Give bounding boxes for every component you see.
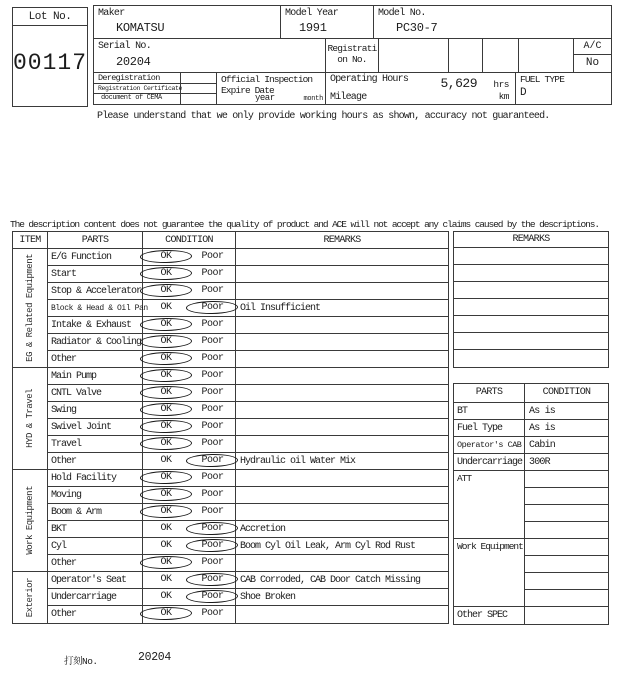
inspection-expire-label-line2: Expire Date bbox=[221, 85, 274, 96]
remark-text: Accretion bbox=[240, 523, 286, 535]
poor-option: Poor bbox=[201, 353, 224, 364]
part-name: Start bbox=[48, 266, 143, 282]
poor-option: Poor bbox=[201, 438, 224, 449]
spec-row bbox=[454, 420, 608, 437]
ok-option: OK bbox=[160, 353, 172, 364]
table-row bbox=[48, 521, 448, 538]
operating-hours-label: Operating Hours bbox=[330, 74, 409, 85]
spec-sub-cell bbox=[525, 573, 608, 590]
table-row bbox=[48, 385, 448, 402]
model-no-cell bbox=[374, 6, 611, 38]
table-row bbox=[48, 504, 448, 521]
poor-option: Poor bbox=[201, 455, 224, 466]
serial-no-cell bbox=[94, 39, 326, 72]
poor-option: Poor bbox=[201, 557, 224, 568]
serial-no-label: Serial No. bbox=[98, 41, 152, 52]
spec-row bbox=[454, 403, 608, 420]
part-name: Intake & Exhaust bbox=[48, 317, 143, 333]
spec-sub-cell bbox=[525, 522, 608, 538]
part-name: Moving bbox=[48, 487, 143, 503]
part-name: Other bbox=[48, 606, 143, 623]
poor-option: Poor bbox=[201, 574, 224, 585]
spec-sub-cell bbox=[525, 505, 608, 522]
spec-part-name: Operator's CAB bbox=[454, 437, 525, 453]
document-status-block bbox=[94, 73, 216, 104]
spec-att-group bbox=[454, 471, 608, 539]
table-row bbox=[48, 606, 448, 623]
ok-option: OK bbox=[160, 506, 172, 517]
table-row bbox=[48, 419, 448, 436]
condition-cell bbox=[143, 470, 236, 486]
part-name: E/G Function bbox=[48, 249, 143, 265]
deregistration-checkbox-cell bbox=[181, 73, 216, 83]
model-year-cell bbox=[281, 6, 374, 38]
year-label: year bbox=[255, 93, 275, 103]
spec-work-equipment-label: Work Equipment bbox=[454, 539, 525, 606]
stamp-number-value: 20204 bbox=[138, 651, 172, 664]
part-name: Boom & Arm bbox=[48, 504, 143, 520]
part-name: CNTL Valve bbox=[48, 385, 143, 401]
spec-other-value bbox=[525, 607, 608, 624]
condition-cell bbox=[143, 385, 236, 401]
model-year-label: Model Year bbox=[285, 8, 339, 19]
ok-option: OK bbox=[160, 591, 172, 602]
condition-cell bbox=[143, 419, 236, 435]
operating-hours-cell bbox=[326, 73, 516, 104]
spec-table bbox=[453, 383, 609, 625]
part-name: Hold Facility bbox=[48, 470, 143, 486]
poor-option: Poor bbox=[201, 302, 224, 313]
ok-option: OK bbox=[160, 557, 172, 568]
side-remarks-empty-row bbox=[454, 316, 608, 333]
condition-table bbox=[12, 231, 449, 624]
section-cell-eg bbox=[13, 249, 47, 368]
poor-option: Poor bbox=[201, 489, 224, 500]
machine-info-table bbox=[93, 5, 612, 105]
condition-cell bbox=[143, 368, 236, 384]
spec-other-row bbox=[454, 607, 608, 624]
lot-number-label: Lot No. bbox=[13, 8, 87, 26]
spec-sub-cell bbox=[525, 590, 608, 606]
remarks-column-header: REMARKS bbox=[323, 234, 361, 246]
remark-text bbox=[236, 606, 448, 623]
ok-option: OK bbox=[160, 438, 172, 449]
remark-text bbox=[236, 317, 448, 333]
condition-column-header: CONDITION bbox=[143, 232, 236, 248]
maker-label: Maker bbox=[98, 8, 125, 19]
side-remarks-empty-row bbox=[454, 282, 608, 299]
poor-option: Poor bbox=[201, 540, 224, 551]
remark-text: Boom Cyl Oil Leak, Arm Cyl Rod Rust bbox=[240, 540, 416, 552]
model-no-value: PC30-7 bbox=[396, 21, 438, 35]
description-disclaimer: The description content does not guarantee the quality of product and ACE will not accept any claims caused by the descriptions. bbox=[10, 219, 599, 230]
side-remarks-empty-row bbox=[454, 333, 608, 350]
fuel-type-label: FUEL TYPE bbox=[520, 74, 565, 85]
remark-text bbox=[236, 470, 448, 486]
ok-option: OK bbox=[160, 251, 172, 262]
side-remarks-empty-row bbox=[454, 248, 608, 265]
document-of-cema-label: document of CEMA bbox=[94, 94, 181, 104]
condition-cell bbox=[143, 504, 236, 520]
side-remarks-title: REMARKS bbox=[454, 232, 608, 248]
remark-text bbox=[236, 334, 448, 350]
fuel-type-cell bbox=[516, 73, 611, 104]
ok-option: OK bbox=[160, 319, 172, 330]
poor-option: Poor bbox=[201, 251, 224, 262]
model-year-value: 1991 bbox=[299, 21, 327, 35]
table-row bbox=[48, 470, 448, 487]
side-remarks-empty-row bbox=[454, 350, 608, 367]
remark-text bbox=[236, 419, 448, 435]
condition-cell bbox=[143, 334, 236, 350]
side-remarks-empty-row bbox=[454, 265, 608, 282]
poor-option: Poor bbox=[201, 370, 224, 381]
part-name: Other bbox=[48, 555, 143, 571]
poor-option: Poor bbox=[201, 336, 224, 347]
remark-text bbox=[236, 249, 448, 265]
table-row bbox=[48, 436, 448, 453]
spec-att-label: ATT bbox=[454, 471, 525, 538]
ok-option: OK bbox=[160, 489, 172, 500]
section-cell-hyd bbox=[13, 368, 47, 470]
spec-other-label: Other SPEC bbox=[454, 607, 525, 624]
side-remarks-box bbox=[453, 231, 609, 368]
condition-cell bbox=[143, 317, 236, 333]
spec-part-name: Undercarriage bbox=[454, 454, 525, 470]
spec-work-equipment-group bbox=[454, 539, 608, 607]
condition-cell bbox=[143, 589, 236, 605]
condition-cell bbox=[143, 351, 236, 367]
ok-option: OK bbox=[160, 387, 172, 398]
lot-number-value: 00117 bbox=[13, 50, 88, 76]
spec-sub-cell bbox=[525, 488, 608, 505]
registration-empty-cell-4 bbox=[519, 39, 574, 72]
condition-cell bbox=[143, 283, 236, 299]
poor-option: Poor bbox=[201, 523, 224, 534]
fuel-type-value: D bbox=[520, 87, 527, 99]
serial-no-value: 20204 bbox=[116, 55, 151, 69]
part-name: Main Pump bbox=[48, 368, 143, 384]
condition-cell bbox=[143, 266, 236, 282]
remark-text: Oil Insufficient bbox=[240, 302, 321, 314]
part-name: Block & Head & Oil Pan bbox=[48, 300, 143, 316]
remark-text: Hydraulic oil Water Mix bbox=[240, 455, 356, 467]
ok-option: OK bbox=[160, 285, 172, 296]
month-label: month bbox=[303, 95, 323, 103]
spec-row bbox=[454, 454, 608, 471]
section-label-hyd: HYD & Travel bbox=[25, 389, 35, 448]
spec-condition-value: As is bbox=[529, 422, 556, 434]
section-label-work: Work Equipment bbox=[25, 486, 35, 555]
remark-text bbox=[236, 368, 448, 384]
ok-option: OK bbox=[160, 268, 172, 279]
poor-option: Poor bbox=[201, 506, 224, 517]
ac-label: A/C bbox=[574, 39, 611, 55]
operating-hours-value: 5,629 bbox=[440, 76, 477, 91]
mileage-label: Mileage bbox=[330, 92, 367, 103]
ok-option: OK bbox=[160, 608, 172, 619]
table-row bbox=[48, 351, 448, 368]
ok-option: OK bbox=[160, 472, 172, 483]
ok-option: OK bbox=[160, 421, 172, 432]
remark-text bbox=[236, 402, 448, 418]
inspection-expire-label-line1: Official Inspection bbox=[221, 74, 313, 85]
condition-cell bbox=[143, 555, 236, 571]
spec-sub-cell bbox=[525, 556, 608, 573]
ok-option: OK bbox=[160, 302, 172, 313]
condition-cell bbox=[143, 402, 236, 418]
part-name: Radiator & Cooling bbox=[48, 334, 143, 350]
condition-cell bbox=[143, 572, 236, 588]
table-row bbox=[48, 368, 448, 385]
condition-rows bbox=[48, 249, 448, 623]
condition-cell bbox=[143, 453, 236, 469]
ok-option: OK bbox=[160, 404, 172, 415]
inspection-expire-cell bbox=[216, 73, 326, 104]
part-name: Cyl bbox=[48, 538, 143, 554]
side-remarks-empty-row bbox=[454, 299, 608, 316]
spec-part-name: Fuel Type bbox=[454, 420, 525, 436]
poor-option: Poor bbox=[201, 319, 224, 330]
section-cell-exterior bbox=[13, 572, 47, 623]
table-row bbox=[48, 300, 448, 317]
registration-certificate-checkbox-cell bbox=[181, 84, 216, 93]
registration-empty-cell-3 bbox=[483, 39, 519, 72]
spec-condition-value: As is bbox=[529, 405, 556, 417]
maker-value: KOMATSU bbox=[116, 21, 165, 35]
remark-text bbox=[236, 351, 448, 367]
poor-option: Poor bbox=[201, 421, 224, 432]
parts-column-header: PARTS bbox=[48, 232, 143, 248]
table-row bbox=[48, 266, 448, 283]
item-column-header: ITEM bbox=[13, 232, 48, 248]
condition-cell bbox=[143, 538, 236, 554]
poor-option: Poor bbox=[201, 387, 224, 398]
table-row bbox=[48, 249, 448, 266]
table-row bbox=[48, 402, 448, 419]
table-row bbox=[48, 487, 448, 504]
remark-text bbox=[236, 283, 448, 299]
ac-value: No bbox=[585, 57, 600, 69]
model-no-label: Model No. bbox=[378, 8, 426, 19]
remark-text: CAB Corroded, CAB Door Catch Missing bbox=[240, 574, 421, 586]
remark-text bbox=[236, 266, 448, 282]
item-column bbox=[13, 249, 48, 623]
table-row bbox=[48, 555, 448, 572]
remark-text: Shoe Broken bbox=[240, 591, 296, 603]
ok-option: OK bbox=[160, 336, 172, 347]
remark-text bbox=[236, 487, 448, 503]
ok-option: OK bbox=[160, 370, 172, 381]
registration-no-cell bbox=[326, 39, 379, 72]
registration-certificate-label: Registration Certificate bbox=[94, 84, 181, 93]
spec-condition-value: 300R bbox=[529, 456, 550, 468]
part-name: Swivel Joint bbox=[48, 419, 143, 435]
part-name: Swing bbox=[48, 402, 143, 418]
poor-option: Poor bbox=[201, 608, 224, 619]
poor-option: Poor bbox=[201, 472, 224, 483]
condition-cell bbox=[143, 521, 236, 537]
section-cell-work bbox=[13, 470, 47, 572]
part-name: BKT bbox=[48, 521, 143, 537]
part-name: Other bbox=[48, 351, 143, 367]
registration-empty-cell-2 bbox=[449, 39, 483, 72]
ac-cell bbox=[574, 39, 611, 72]
section-label-exterior: Exterior bbox=[25, 577, 35, 618]
spec-row bbox=[454, 437, 608, 454]
remark-text bbox=[236, 385, 448, 401]
table-row bbox=[48, 538, 448, 555]
poor-option: Poor bbox=[201, 591, 224, 602]
spec-parts-header: PARTS bbox=[454, 384, 525, 402]
condition-cell bbox=[143, 300, 236, 316]
maker-cell bbox=[94, 6, 281, 38]
table-row bbox=[48, 572, 448, 589]
remark-text bbox=[236, 504, 448, 520]
part-name: Stop & Accelerator bbox=[48, 283, 143, 299]
table-row bbox=[48, 317, 448, 334]
spec-part-name: BT bbox=[454, 403, 525, 419]
stamp-number-label: 打刻No. bbox=[64, 656, 98, 667]
ok-option: OK bbox=[160, 523, 172, 534]
remark-text bbox=[236, 555, 448, 571]
deregistration-label: Deregistration bbox=[94, 73, 181, 83]
hours-unit-label: hrs bbox=[493, 79, 509, 90]
registration-no-label-line2: on No. bbox=[337, 54, 367, 65]
table-row bbox=[48, 334, 448, 351]
part-name: Other bbox=[48, 453, 143, 469]
registration-empty-cell-1 bbox=[379, 39, 449, 72]
section-label-eg: EG & Related Equipment bbox=[25, 254, 35, 362]
poor-option: Poor bbox=[201, 268, 224, 279]
condition-cell bbox=[143, 606, 236, 623]
ok-option: OK bbox=[160, 574, 172, 585]
table-row bbox=[48, 283, 448, 300]
condition-cell bbox=[143, 487, 236, 503]
spec-sub-cell bbox=[525, 471, 608, 488]
poor-option: Poor bbox=[201, 404, 224, 415]
ok-option: OK bbox=[160, 540, 172, 551]
registration-no-label-line1: Registrati bbox=[327, 43, 377, 54]
part-name: Undercarriage bbox=[48, 589, 143, 605]
lot-number-box bbox=[12, 7, 88, 107]
mileage-unit-label: km bbox=[498, 91, 509, 102]
spec-sub-cell bbox=[525, 539, 608, 556]
spec-condition-value: Cabin bbox=[529, 439, 556, 451]
poor-option: Poor bbox=[201, 285, 224, 296]
table-row bbox=[48, 589, 448, 606]
document-of-cema-checkbox-cell bbox=[181, 94, 216, 104]
spec-condition-header: CONDITION bbox=[542, 387, 591, 398]
table-row bbox=[48, 453, 448, 470]
condition-cell bbox=[143, 436, 236, 452]
condition-cell bbox=[143, 249, 236, 265]
remark-text bbox=[236, 436, 448, 452]
ok-option: OK bbox=[160, 455, 172, 466]
part-name: Operator's Seat bbox=[48, 572, 143, 588]
working-hours-notice: Please understand that we only provide working hours as shown, accuracy not guaranteed. bbox=[97, 111, 550, 122]
part-name: Travel bbox=[48, 436, 143, 452]
